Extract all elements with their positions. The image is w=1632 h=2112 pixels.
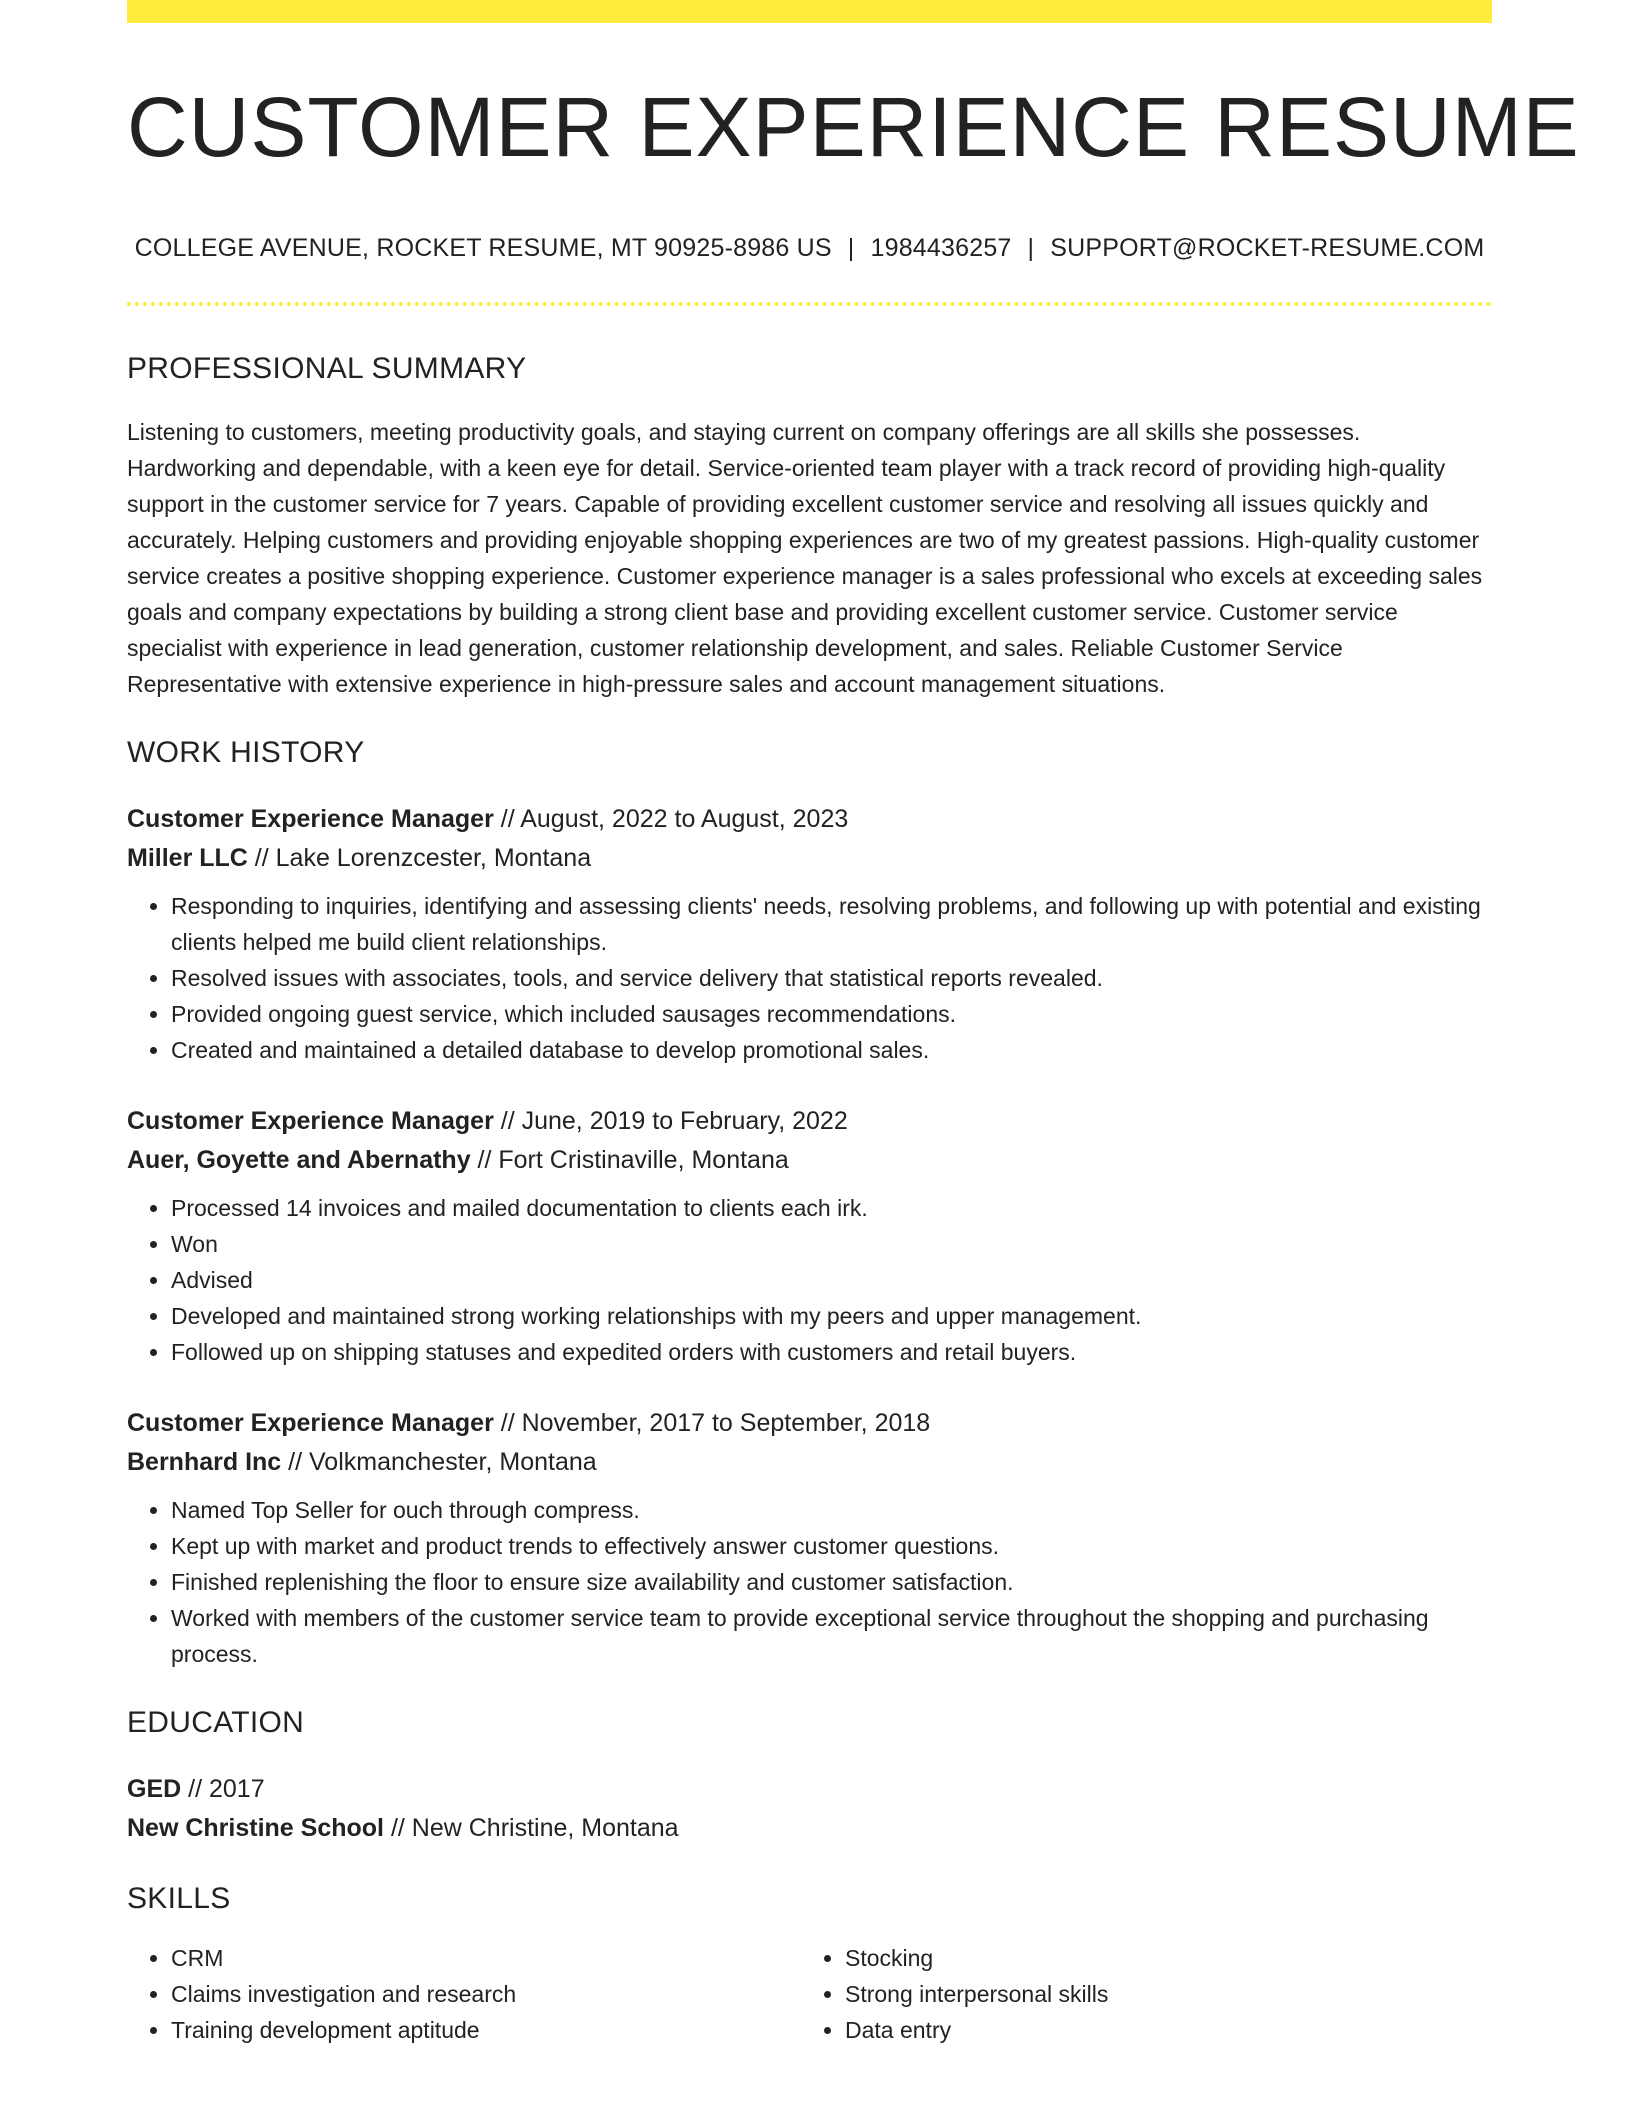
job-bullet: • Created and maintained a detailed database to develop promotional sales. <box>171 1032 1492 1068</box>
job-company: Miller LLC <box>127 844 248 872</box>
job-bullet: • Responding to inquiries, identifying and assessing clients' needs, resolving problems, and following up with potential and existing clients helped me build client relationships. <box>171 888 1492 960</box>
skill-item: • CRM <box>171 1940 801 1976</box>
skills-heading: SKILLS <box>127 1882 231 1915</box>
job-bullet: • Provided ongoing guest service, which included sausages recommendations. <box>171 996 1492 1032</box>
job-dates: // August, 2022 to August, 2023 <box>500 805 849 833</box>
skill-item: • Claims investigation and research <box>171 1976 801 2012</box>
job-bullets <box>127 1492 1492 1672</box>
job-title: Customer Experience Manager <box>127 805 494 833</box>
contact-separator: | <box>1027 234 1035 262</box>
job-title-line <box>127 1404 1492 1443</box>
resume-page <box>127 0 1580 2048</box>
job-title: Customer Experience Manager <box>127 1409 494 1437</box>
job-company-line <box>127 1141 1492 1180</box>
contact-address: COLLEGE AVENUE, ROCKET RESUME, MT 90925-8986 US <box>134 234 832 262</box>
job-company: Bernhard Inc <box>127 1448 282 1476</box>
job-bullet: • Kept up with market and product trends to effectively answer customer questions. <box>171 1528 1492 1564</box>
education-location: // New Christine, Montana <box>390 1814 679 1842</box>
job-bullet: • Won <box>171 1226 1492 1262</box>
summary-heading: PROFESSIONAL SUMMARY <box>127 352 527 385</box>
dotted-divider <box>127 302 1492 306</box>
skill-item: • Strong interpersonal skills <box>845 1976 1475 2012</box>
skills-column-right <box>801 1940 1475 2048</box>
job-company: Auer, Goyette and Abernathy <box>127 1146 471 1174</box>
job-location: // Volkmanchester, Montana <box>288 1448 597 1476</box>
resume-title: CUSTOMER EXPERIENCE RESUME <box>127 80 1580 174</box>
contact-line <box>127 234 1492 263</box>
job-company-line <box>127 839 1492 878</box>
education-entry <box>127 1770 1492 1848</box>
job-bullet: • Named Top Seller for ouch through compress. <box>171 1492 1492 1528</box>
job-title-line <box>127 800 1492 839</box>
skill-item: • Data entry <box>845 2012 1475 2048</box>
contact-phone: 1984436257 <box>870 234 1012 262</box>
contact-separator: | <box>847 234 855 262</box>
job-company-line <box>127 1443 1492 1482</box>
job-bullets <box>127 1190 1492 1370</box>
skills-column-left <box>127 1940 801 2048</box>
education-degree: GED <box>127 1775 182 1803</box>
work-history-heading: WORK HISTORY <box>127 736 365 769</box>
job-dates: // November, 2017 to September, 2018 <box>500 1409 931 1437</box>
job-bullet: • Processed 14 invoices and mailed documentation to clients each irk. <box>171 1190 1492 1226</box>
summary-text: Listening to customers, meeting productivity goals, and staying current on company offerings are all skills she possesses. Hardworking and dependable, with a keen eye for detail. Service-oriented team player with a track record of providing high-quality support in the customer service for 7 years. Capable of providing excellent customer service and resolving all issues quickly and accurately. Helping customers and providing enjoyable shopping experiences are two of my greatest passions. High-quality customer service creates a positive shopping experience. Customer experience manager is a sales professional who excels at exceeding sales goals and company expectations by building a strong client base and providing excellent customer service. Customer service specialist with experience in lead generation, customer relationship development, and sales. Reliable Customer Service Representative with extensive experience in high-pressure sales and account management situations. <box>127 419 1483 697</box>
top-accent-bar <box>127 0 1492 23</box>
job-title-line <box>127 1102 1492 1141</box>
job-bullet: • Resolved issues with associates, tools, and service delivery that statistical reports revealed. <box>171 960 1492 996</box>
job-entry <box>127 1102 1492 1370</box>
job-location: // Lake Lorenzcester, Montana <box>254 844 592 872</box>
contact-email: SUPPORT@ROCKET-RESUME.COM <box>1050 234 1485 262</box>
education-degree-line <box>127 1770 1492 1809</box>
education-school: New Christine School <box>127 1814 384 1842</box>
job-bullet: • Advised <box>171 1262 1492 1298</box>
job-dates: // June, 2019 to February, 2022 <box>500 1107 848 1135</box>
job-bullet: • Followed up on shipping statuses and expedited orders with customers and retail buyers. <box>171 1334 1492 1370</box>
job-bullet: • Worked with members of the customer service team to provide exceptional service throughout the shopping and purchasing process. <box>171 1600 1492 1672</box>
skill-item: • Stocking <box>845 1940 1475 1976</box>
job-bullet: • Finished replenishing the floor to ensure size availability and customer satisfaction. <box>171 1564 1492 1600</box>
skill-item: • Training development aptitude <box>171 2012 801 2048</box>
job-entry <box>127 1404 1492 1672</box>
skills-list <box>127 1940 1492 2048</box>
job-entry <box>127 800 1492 1068</box>
job-location: // Fort Cristinaville, Montana <box>477 1146 789 1174</box>
education-year: // 2017 <box>188 1775 265 1803</box>
job-title: Customer Experience Manager <box>127 1107 494 1135</box>
education-school-line <box>127 1809 1492 1848</box>
work-history-list <box>127 800 1492 1672</box>
job-bullet: • Developed and maintained strong working relationships with my peers and upper management. <box>171 1298 1492 1334</box>
job-bullets <box>127 888 1492 1068</box>
education-heading: EDUCATION <box>127 1706 305 1739</box>
